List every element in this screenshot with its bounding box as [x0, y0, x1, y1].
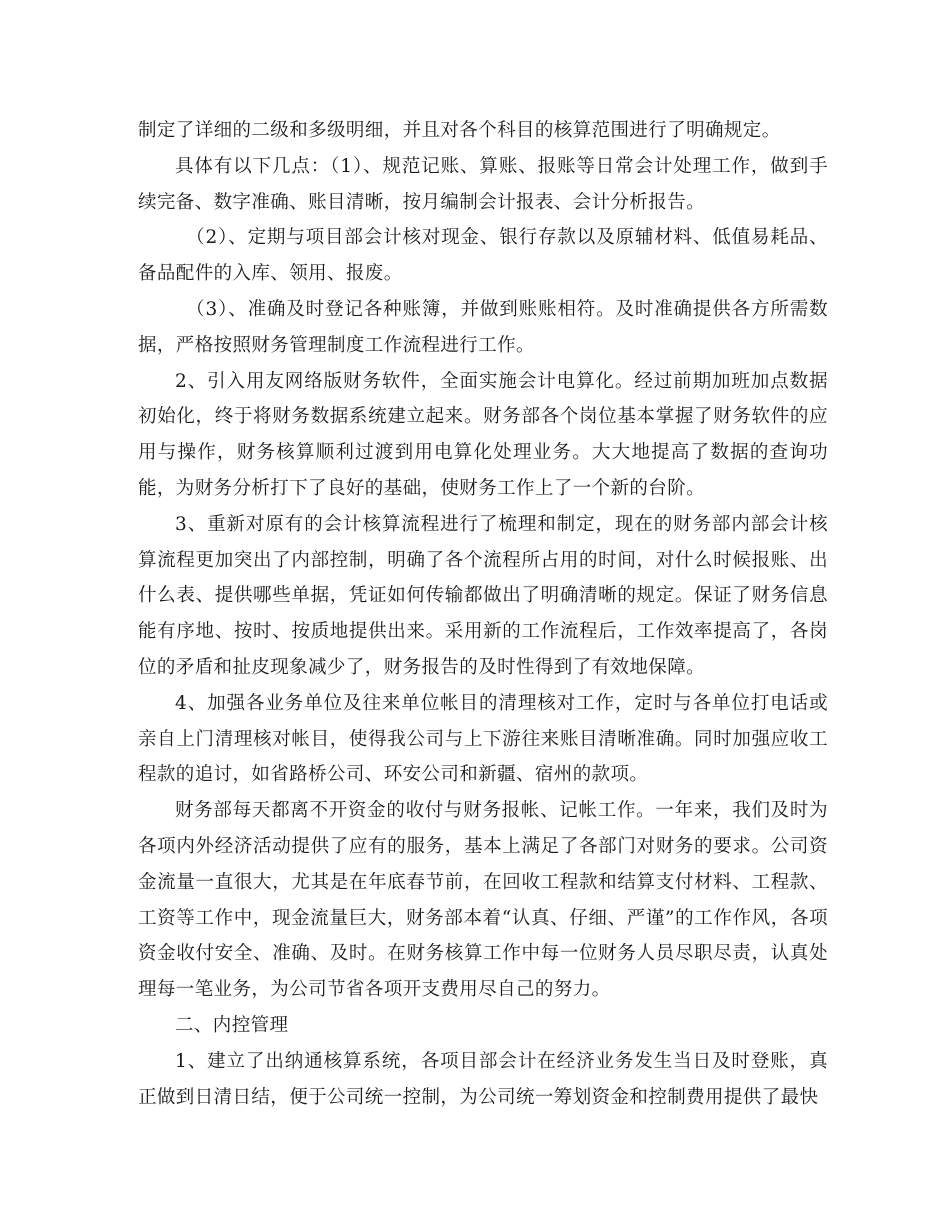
paragraph-item-3-process: 3、重新对原有的会计核算流程进行了梳理和制定，现在的财务部内部会计核算流程更加突出了内部控制，明确了各个流程所占用的时间，对什么时候报账、出什么表、提供哪些单据，凭证如何传输都做出了明确清晰的规定。保证了财务信息能有序地、按时、按质地提供出来。采用新的工作流程后，工作效率提高了，各岗位的矛盾和扯皮现象减少了，财务报告的及时性得到了有效地保障。 [138, 513, 828, 678]
paragraph-item-2-software: 2、引入用友网络版财务软件，全面实施会计电算化。经过前期加班加点数据初始化，终于将财务数据系统建立起来。财务部各个岗位基本掌握了财务软件的应用与操作，财务核算顺利过渡到用电算化处理业务。大大地提高了数据的查询功能，为财务分析打下了良好的基础，使财务工作上了一个新的台阶。 [138, 370, 828, 499]
paragraph-item-4-reconciliation: 4、加强各业务单位及往来单位帐目的清理核对工作，定时与各单位打电话或亲自上门清理核对帐目，使得我公司与上下游往来账目清晰准确。同时加强应收工程款的追讨，如省路桥公司、环安公司和新疆、宿州的款项。 [138, 692, 828, 786]
paragraph-point-2: （2）、定期与项目部会计核对现金、银行存款以及原辅材料、低值易耗品、备品配件的入库、领用、报废。 [138, 227, 828, 285]
paragraph-key-points: 具体有以下几点：（1）、规范记账、算账、报账等日常会计处理工作，做到手续完备、数字准确、账目清晰，按月编制会计报表、会计分析报告。 [138, 155, 828, 213]
paragraph-point-3: （3）、准确及时登记各种账簿，并做到账账相符。及时准确提供各方所需数据，严格按照财务管理制度工作流程进行工作。 [138, 298, 828, 356]
paragraph-continuation: 制定了详细的二级和多级明细，并且对各个科目的核算范围进行了明确规定。 [138, 120, 781, 141]
document-body [138, 113, 828, 1115]
section-heading-internal-control: 二、内控管理 [175, 1014, 289, 1036]
paragraph-cashier-system: 1、建立了出纳通核算系统，各项目部会计在经济业务发生当日及时登账，真正做到日清日结，便于公司统一控制，为公司统一筹划资金和控制费用提供了最快 [138, 1050, 828, 1108]
paragraph-funds: 财务部每天都离不开资金的收付与财务报帐、记帐工作。一年来，我们及时为各项内外经济活动提供了应有的服务，基本上满足了各部门对财务的要求。公司资金流量一直很大，尤其是在年底春节前，在回收工程款和结算支付材料、工程款、工资等工作中，现金流量巨大，财务部本着“认真、仔细、严谨”的工作作风，各项资金收付安全、准确、及时。在财务核算工作中每一位财务人员尽职尽责，认真处理每一笔业务，为公司节省各项开支费用尽自己的努力。 [138, 800, 828, 1001]
